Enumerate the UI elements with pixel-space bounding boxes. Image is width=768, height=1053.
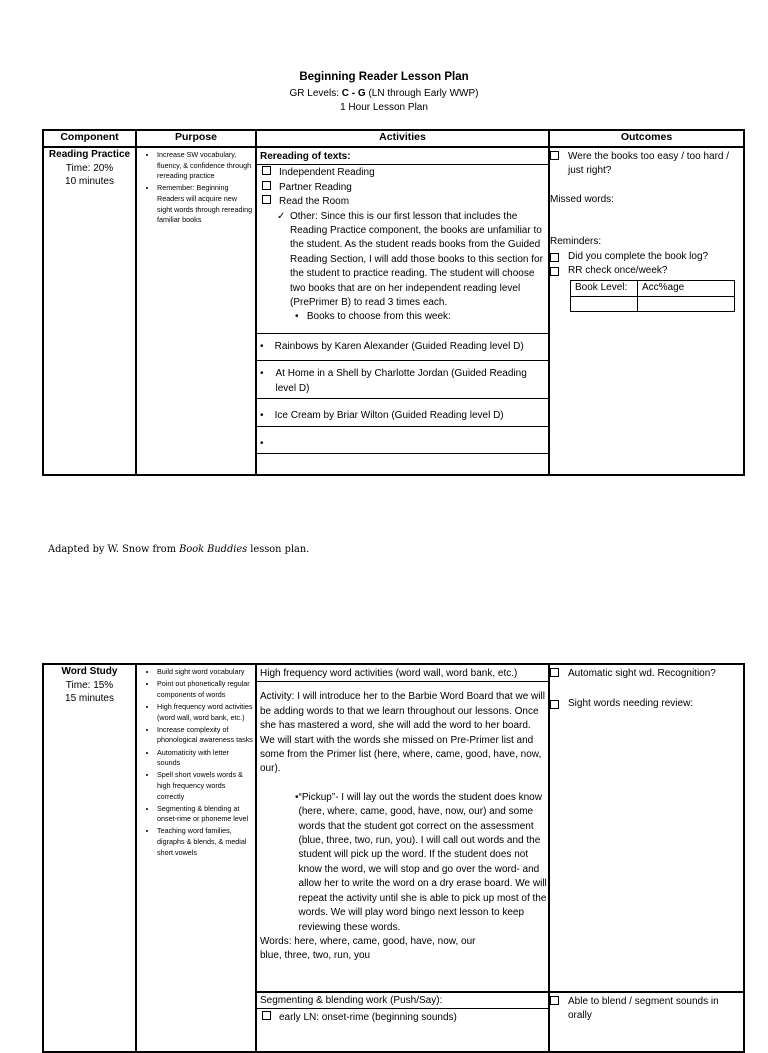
word-study-table	[42, 663, 745, 1053]
acc-value[interactable]	[638, 296, 735, 311]
seg-outcome: Able to blend / segment sounds in orally	[568, 996, 719, 1022]
reading-practice-row	[43, 147, 744, 475]
checkbox[interactable]	[262, 195, 271, 204]
rereading-title: Rereading of texts:	[257, 148, 548, 165]
component-cell	[43, 147, 136, 475]
word-study-row	[43, 664, 744, 992]
activities-cell	[256, 664, 549, 992]
bullet-icon: •	[260, 437, 264, 449]
col-outcomes: Outcomes	[549, 130, 744, 147]
reminders: Reminders:	[550, 236, 602, 248]
pickup-item: • “Pickup”- I will lay out the words the student does know (here, where, came, good, have, now, our) and some words that the student got correct on the assessment (blue, three, two, run, you). I will call out words and the student will pick up the word. If the student does not know the word, we will stop and go over the word- and allow her to write the word on a dry erase board. We will repeat the activity until she is able to pick up most of the words. We will play word bingo next lesson to keep reviewing these words.	[257, 777, 548, 935]
book-item-1: • Rainbows by Karen Alexander (Guided Reading level D)	[257, 334, 548, 361]
component-time: Time: 15%	[65, 679, 114, 691]
checkbox[interactable]	[550, 668, 559, 677]
adapted-note: Adapted by W. Snow from Book Buddies lesson plan.	[48, 544, 310, 555]
bullet-icon: •	[260, 368, 264, 380]
checkbox[interactable]	[550, 253, 559, 262]
purpose-item: • High frequency word activities (word wall, word bank, etc.)	[157, 702, 253, 723]
book-item-3: • Ice Cream by Briar Wilton (Guided Reading level D)	[257, 399, 548, 426]
segmenting-cell	[256, 992, 549, 1052]
component-time: Time: 20%	[65, 162, 114, 174]
gr-levels: C - G	[341, 88, 366, 99]
checkbox[interactable]	[550, 267, 559, 276]
missed-words: Missed words:	[550, 193, 614, 205]
words-line-2: blue, three, two, run, you	[260, 950, 371, 962]
gr-levels-line	[0, 87, 768, 101]
purpose-item: • Point out phonetically regular components of words	[157, 679, 253, 700]
checkbox[interactable]	[550, 151, 559, 160]
purpose-cell	[136, 147, 256, 475]
col-component: Component	[43, 130, 136, 147]
outcomes-cell	[549, 664, 744, 992]
purpose-item: • Increase SW vocabulary, fluency, & confidence through rereading practice	[157, 150, 253, 182]
purpose-item: • Spell short vowels words & high frequency words correctly	[157, 770, 253, 802]
bullet-icon: •	[260, 340, 264, 352]
outcome-q1: Were the books too easy / too hard / just right?	[568, 151, 730, 177]
words-line-1: Words: here, where, came, good, have, now, our	[260, 935, 476, 947]
purpose-cell	[136, 664, 256, 1052]
reminder-1: Did you complete the book log?	[568, 250, 709, 262]
component-name: Word Study	[61, 666, 118, 677]
purpose-item: • Remember: Beginning Readers will acquire new sight words through rereading familiar books	[157, 183, 253, 225]
other-text: Other: Since this is our first lesson that includes the Reading Practice component, the books are unfamiliar to the student. As the student reads books from the Guided Reading Section, I will add those books to this section for the student to practice reading. The student will choose two books that are on her independent reading level (PrePrimer B) to read 3 times each.	[290, 210, 543, 309]
checkbox[interactable]	[262, 181, 271, 190]
col-activities: Activities	[256, 130, 549, 147]
purpose-item: • Automaticity with letter sounds	[157, 748, 253, 769]
component-duration: 10 minutes	[65, 176, 114, 187]
checkbox[interactable]	[550, 700, 559, 709]
purpose-item: • Build sight word vocabulary	[157, 667, 253, 678]
component-duration: 15 minutes	[65, 693, 114, 704]
book-item-4	[257, 427, 548, 454]
purpose-item: • Segmenting & blending at onset-rime or phoneme level	[157, 804, 253, 825]
activity-text: Activity: I will introduce her to the Barbie Word Board that we will be adding words to that we learn throughout our lessons. Once she has mastered a word, she will add the word to her board. We will start with the words she missed on Pre-Primer list and some from the Primer list (here, where, came, good, have, now, our).	[260, 691, 545, 775]
page-title: Beginning Reader Lesson Plan	[299, 71, 469, 83]
reminder-2: RR check once/week?	[568, 265, 668, 277]
component-cell	[43, 664, 136, 1052]
seg-title: Segmenting & blending work (Push/Say):	[257, 993, 548, 1009]
checkbox[interactable]	[262, 1011, 271, 1020]
outcomes-cell	[549, 147, 744, 475]
reading-practice-table	[42, 129, 745, 476]
book-level-value[interactable]	[571, 296, 638, 311]
bullet-icon: •	[295, 791, 299, 803]
seg-outcome-cell	[549, 992, 744, 1052]
book-item-2: • At Home in a Shell by Charlotte Jordan (Guided Reading level D)	[257, 361, 548, 399]
purpose-item: • Teaching word families, digraphs & blends, & medial short vowels	[157, 826, 253, 858]
checkbox[interactable]	[262, 166, 271, 175]
books-label: Books to choose from this week:	[306, 311, 451, 323]
outcome-2: Sight words needing review:	[568, 698, 694, 710]
checkmark-icon: ✓	[277, 210, 286, 222]
checkbox[interactable]	[550, 996, 559, 1005]
check-item: Independent Reading	[279, 167, 375, 179]
outcome-1: Automatic sight wd. Recognition?	[568, 668, 716, 679]
seg-item: early LN: onset-rime (beginning sounds)	[279, 1012, 457, 1024]
book-title: Book Buddies	[179, 544, 248, 555]
check-item: Read the Room	[279, 196, 350, 208]
hf-title: High frequency word activities (word wall, word bank, etc.)	[257, 665, 548, 682]
bullet-icon: •	[295, 311, 299, 323]
activities-cell	[256, 147, 549, 475]
component-name: Reading Practice	[48, 149, 131, 160]
bullet-icon: •	[260, 410, 264, 422]
check-item: Partner Reading	[279, 181, 352, 193]
gr-suffix: (LN through Early WWP)	[368, 88, 479, 99]
book-level-label: Book Level:	[571, 281, 638, 296]
book-level-table	[570, 280, 735, 311]
header-row	[43, 130, 744, 147]
col-purpose: Purpose	[136, 130, 256, 147]
page-subtitle: 1 Hour Lesson Plan	[340, 102, 428, 113]
gr-prefix: GR Levels:	[289, 88, 339, 99]
purpose-item: • Increase complexity of phonological awareness tasks	[157, 725, 253, 746]
acc-label: Acc%age	[638, 281, 735, 296]
